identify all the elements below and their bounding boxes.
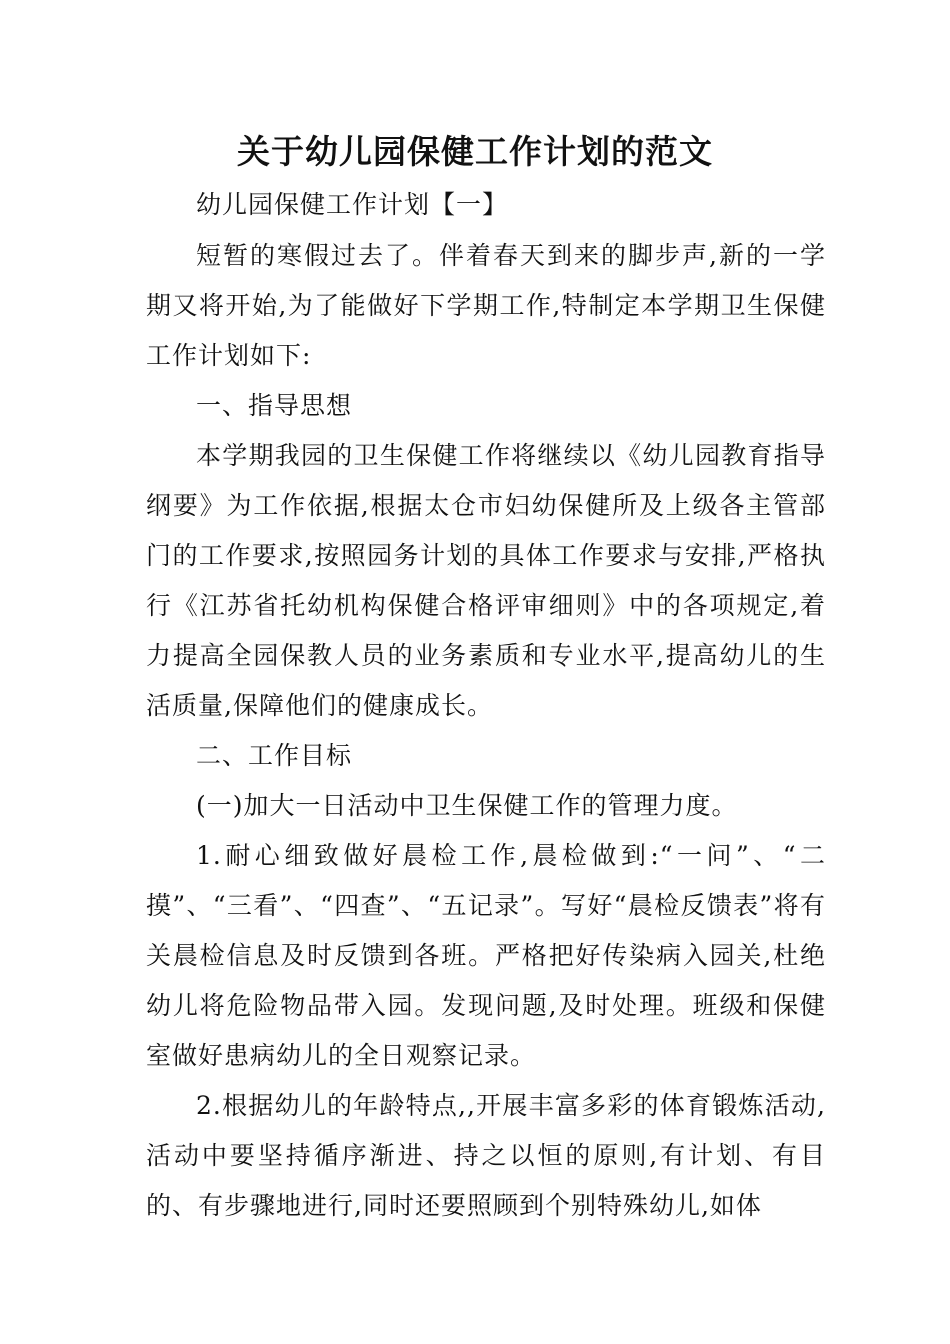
section-heading: 幼儿园保健工作计划【一】 (196, 190, 509, 219)
paragraph: 本学期我园的卫生保健工作将继续以《幼儿园教育指导纲要》为工作依据,根据太仓市妇幼保健所及上级各主管部门的工作要求,按照园务计划的具体工作要求与安排,严格执行《江苏省托幼机构保健合格评审细则》中的各项规定,着力提高全园保教人员的业务素质和专业水平,提高幼儿的生活质量,保障他们的健康成长。 (146, 441, 826, 720)
document-title: 关于幼儿园保健工作计划的范文 (237, 132, 713, 171)
paragraph: 1.耐心细致做好晨检工作,晨检做到:“一问”、“二摸”、“三看”、“四查”、“五记录”。写好“晨检反馈表”将有关晨检信息及时反馈到各班。严格把好传染病入园关,杜绝幼儿将危险物品带入园。发现问题,及时处理。班级和保健室做好患病幼儿的全日观察记录。 (146, 841, 826, 1070)
paragraph: 短暂的寒假过去了。伴着春天到来的脚步声,新的一学期又将开始,为了能做好下学期工作,特制定本学期卫生保健工作计划如下: (146, 241, 826, 370)
section-heading: 一、指导思想 (196, 391, 353, 420)
document-body (146, 180, 826, 1231)
paragraph: 2.根据幼儿的年龄特点,,开展丰富多彩的体育锻炼活动,活动中要坚持循序渐进、持之以恒的原则,有计划、有目的、有步骤地进行,同时还要照顾到个别特殊幼儿,如体 (146, 1091, 826, 1220)
subsection-heading: (一)加大一日活动中卫生保健工作的管理力度。 (196, 791, 738, 820)
section-heading: 二、工作目标 (196, 741, 353, 770)
